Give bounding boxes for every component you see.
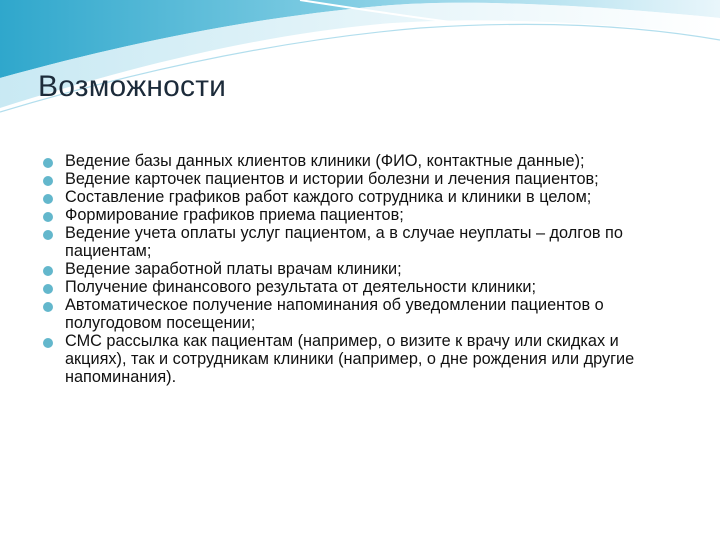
- bullet-item: [43, 170, 683, 188]
- bullet-text: Получение финансового результата от деятельности клиники;: [65, 278, 536, 296]
- bullet-dot-icon: [43, 302, 53, 312]
- bullet-dot-icon: [43, 230, 53, 240]
- bullet-text: СМС рассылка как пациентам (например, о визите к врачу или скидках и акциях), так и сотрудникам клиники (например, о дне рождения или другие напоминания).: [65, 332, 635, 386]
- bullet-dot-icon: [43, 176, 53, 186]
- bullet-text: Ведение учета оплаты услуг пациентом, а в случае неуплаты – долгов по пациентам;: [65, 224, 623, 260]
- bullet-dot-icon: [43, 266, 53, 276]
- bullet-dot-icon: [43, 212, 53, 222]
- bullet-list: [43, 152, 683, 386]
- bullet-item: [43, 224, 683, 260]
- bullet-dot-icon: [43, 194, 53, 204]
- bullet-item: [43, 152, 683, 170]
- bullet-item: [43, 278, 683, 296]
- bullet-item: [43, 206, 683, 224]
- bullet-text: Составление графиков работ каждого сотрудника и клиники в целом;: [65, 188, 592, 206]
- bullet-item: [43, 188, 683, 206]
- slide-title: Возможности: [38, 70, 227, 103]
- bullet-item: [43, 332, 683, 386]
- bullet-text: Ведение базы данных клиентов клиники (ФИО, контактные данные);: [65, 152, 585, 170]
- bullet-text: Ведение карточек пациентов и истории болезни и лечения пациентов;: [65, 170, 599, 188]
- bullet-text: Ведение заработной платы врачам клиники;: [65, 260, 402, 278]
- bullet-dot-icon: [43, 338, 53, 348]
- bullet-text: Формирование графиков приема пациентов;: [65, 206, 404, 224]
- bullet-item: [43, 260, 683, 278]
- bullet-dot-icon: [43, 284, 53, 294]
- bullet-item: [43, 296, 683, 332]
- bullet-dot-icon: [43, 158, 53, 168]
- bullet-text: Автоматическое получение напоминания об уведомлении пациентов о полугодовом посещении;: [65, 296, 604, 332]
